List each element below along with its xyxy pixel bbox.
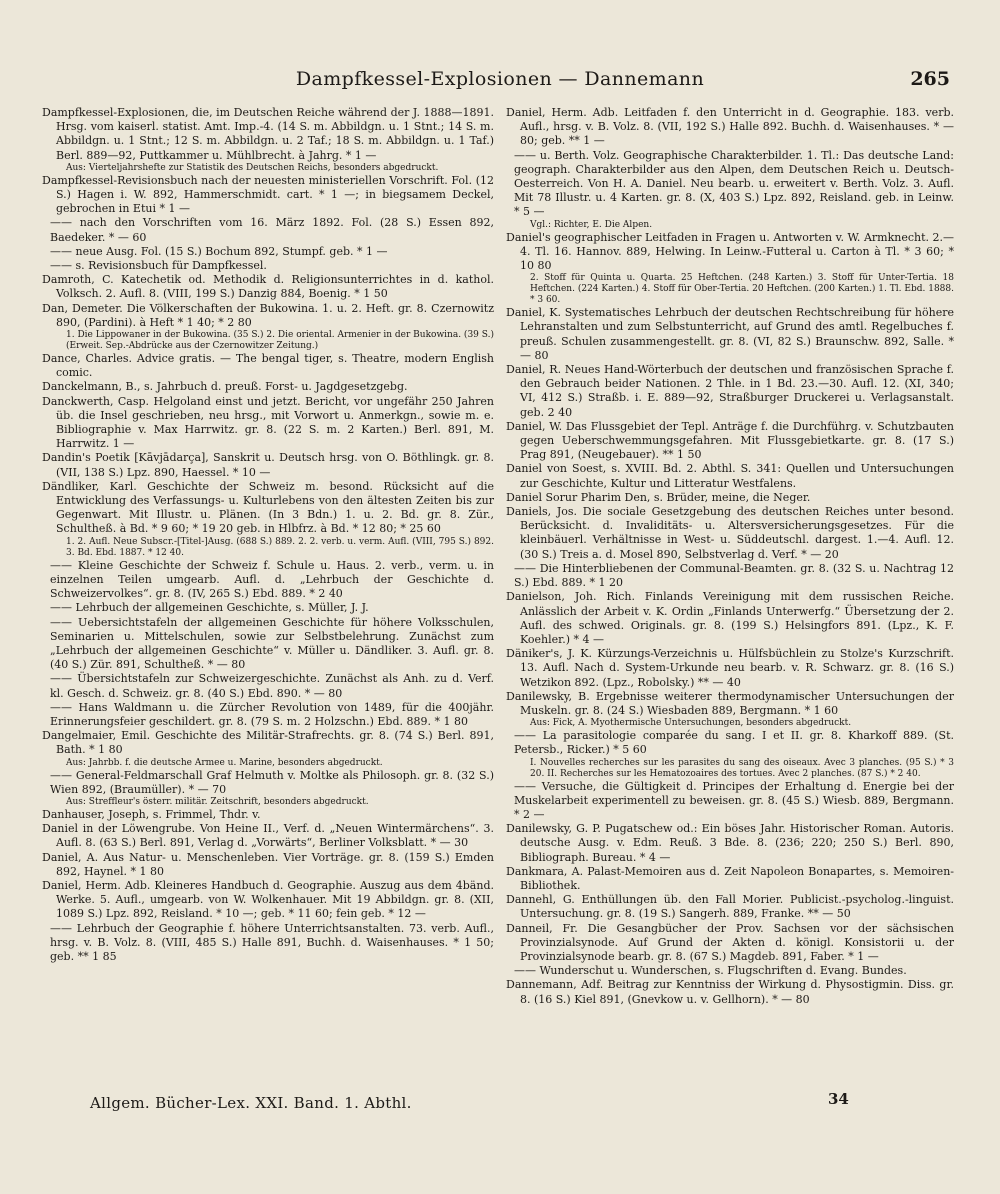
- bibliography-entry: Danilewsky, B. Ergebnisse weiterer thermodynamischer Untersuchungen der Muskeln. gr. 8. (24 S.) Wiesbaden 889, Bergmann. * 1 60: [506, 689, 954, 717]
- bibliography-entry: Daniel's geographischer Leitfaden in Fragen u. Antworten v. W. Armknecht. 2.—4. Tl. 16. Hannov. 889, Helwing. In Leinw.-Futteral u. Carton à Tl. * 3 60; * 10 80: [506, 230, 954, 273]
- bibliography-entry: Daniel, W. Das Flussgebiet der Tepl. Anträge f. die Durchführg. v. Schutzbauten gegen Ueberschwemmungsgefahren. Mit Flussgebietkarte. gr. 8. (17 S.) Prag 891, (Neugebauer). ** 1 50: [506, 419, 954, 462]
- bibliography-entry: Danneil, Fr. Die Gesangbücher der Prov. Sachsen vor der sächsischen Provinzialsynode. Auf Grund der Akten d. königl. Konsistorii u. der Provinzialsynode bearb. gr. 8. (67 S.) Magdeb. 891, Faber. * 1 —: [506, 921, 954, 963]
- right-column: [506, 106, 954, 1007]
- entry-note: 1. Die Lippowaner in der Bukowina. (35 S.) 2. Die oriental. Armenier in der Bukowina. (39 S.) (Erweit. Sep.-Abdrücke aus der Czernowitzer Zeitung.): [66, 330, 494, 352]
- bibliography-entry: —— s. Revisionsbuch für Dampfkessel.: [50, 259, 267, 273]
- bibliography-entry: Dampfkessel-Revisionsbuch nach der neuesten ministeriellen Vorschrift. Fol. (12 S.) Hagen i. W. 892, Hammerschmidt. cart. * 1 —; in biegsamem Deckel, gebrochen in Etui * 1 —: [42, 173, 494, 216]
- bibliography-entry: —— u. Berth. Volz. Geographische Charakterbilder. 1. Tl.: Das deutsche Land: geograph. Charakterbilder aus den Alpen, dem Deutschen Reich u. Deutsch-Oesterreich. Von H. A. Daniel. Neu bearb. u. erweitert v. Berth. Volz. 3. Aufl. Mit 78 Illustr. u. 4 Karten. gr. 8. (X, 403 S.) Lpz. 892, Reisland. geb. in Leinw. * 5 —: [514, 148, 954, 219]
- bibliography-entry: Daniel Sorur Pharim Den, s. Brüder, meine, die Neger.: [506, 490, 811, 504]
- bibliography-entry: Dampfkessel-Explosionen, die, im Deutschen Reiche während der J. 1888—1891. Hrsg. vom kaiserl. statist. Amt. Imp.-4. (14 S. m. Abbildgn. u. 1 Stnt.; 14 S. m. Abbildgn. u. 1 Stnt.; 12 S. m. Abbildgn. u. 2 Taf.; 18 S. m. Abbildgn. u. 1 Taf.) Berl. 889—92, Puttkammer u. Mühlbrecht. à Jahrg. * 1 —: [42, 106, 494, 162]
- entry-note: I. Nouvelles recherches sur les parasites du sang des oiseaux. Avec 3 planches. (95 S.) * 3 20. II. Recherches sur les Hematozoaires des tortues. Avec 2 planches. (87 S.) * 2 40.: [530, 757, 954, 779]
- bibliography-entry: —— Versuche, die Gültigkeit d. Principes der Erhaltung d. Energie bei der Muskelarbeit experimentell zu beweisen. gr. 8. (45 S.) Wiesb. 889, Bergmann. * 2 —: [514, 779, 954, 821]
- bibliography-entry: Dangelmaier, Emil. Geschichte des Militär-Strafrechts. gr. 8. (74 S.) Berl. 891, Bath. * 1 80: [42, 729, 494, 757]
- bibliography-entry: —— neue Ausg. Fol. (15 S.) Bochum 892, Stumpf. geb. * 1 —: [50, 244, 388, 258]
- bibliography-entry: —— Kleine Geschichte der Schweiz f. Schule u. Haus. 2. verb., verm. u. in einzelnen Teilen umgearb. Aufl. d. „Lehrbuch der Geschichte d. Schweizervolkes“. gr. 8. (IV, 265 S.) Ebd. 889. * 2 40: [50, 558, 494, 601]
- bibliography-entry: —— nach den Vorschriften vom 16. März 1892. Fol. (28 S.) Essen 892, Baedeker. * — 60: [50, 216, 494, 244]
- bibliography-entry: Danhauser, Joseph, s. Frimmel, Thdr. v.: [42, 807, 261, 821]
- footer-series: Allgem. Bücher-Lex. XXI. Band. 1. Abthl.: [90, 1094, 412, 1112]
- bibliography-entry: Dandin's Poetik [Kāvjādarça], Sanskrit u. Deutsch hrsg. von O. Böthlingk. gr. 8. (VII, 138 S.) Lpz. 890, Haessel. * 10 —: [42, 451, 494, 479]
- entry-note: Vgl.: Richter, E. Die Alpen.: [530, 219, 653, 230]
- bibliography-entry: Däniker's, J. K. Kürzungs-Verzeichnis u. Hülfsbüchlein zu Stolze's Kurzschrift. 13. Aufl. Nach d. System-Urkunde neu bearb. v. R. Schwarz. gr. 8. (16 S.) Wetzikon 892. (Lpz., Robolsky.) ** — 40: [506, 647, 954, 689]
- bibliography-entry: Dändliker, Karl. Geschichte der Schweiz m. besond. Rücksicht auf die Entwicklung des Verfassungs- u. Kulturlebens von den ältesten Zeiten bis zur Gegenwart. Mit Illustr. u. Plänen. (In 3 Bdn.) 1. u. 2. Bd. gr. 8. Zür., Schultheß. à Bd. * 9 60; * 19 20 geb. in Hlbfrz. à Bd. * 12 80; * 25 60: [42, 479, 494, 536]
- bibliography-entry: Daniel, A. Aus Natur- u. Menschenleben. Vier Vorträge. gr. 8. (159 S.) Emden 892, Haynel. * 1 80: [42, 850, 494, 878]
- bibliography-entry: Danckwerth, Casp. Helgoland einst und jetzt. Bericht, vor ungefähr 250 Jahren üb. die Insel geschrieben, neu hrsg., mit Vorwort u. Anmerkgn., sowie m. e. Bibliographie v. Max Harrwitz. gr. 8. (22 S. m. 2 Karten.) Berl. 891, M. Harrwitz. 1 —: [42, 394, 494, 451]
- bibliography-entry: Daniel von Soest, s. XVIII. Bd. 2. Abthl. S. 341: Quellen und Untersuchungen zur Geschichte, Kultur und Litteratur Westfalens.: [506, 462, 954, 490]
- bibliography-entry: —— Wunderschut u. Wunderschen, s. Flugschriften d. Evang. Bundes.: [514, 964, 907, 978]
- page-header: [40, 68, 960, 102]
- left-column: [42, 106, 494, 964]
- bibliography-entry: —— Die Hinterbliebenen der Communal-Beamten. gr. 8. (32 S. u. Nachtrag 12 S.) Ebd. 889. * 1 20: [514, 561, 954, 590]
- entry-note: Aus: Jahrbb. f. die deutsche Armee u. Marine, besonders abgedruckt.: [66, 757, 383, 768]
- entry-note: Aus: Streffleur's österr. militär. Zeitschrift, besonders abgedruckt.: [66, 796, 369, 807]
- entry-note: Aus: Vierteljahrshefte zur Statistik des Deutschen Reichs, besonders abgedruckt.: [66, 162, 439, 173]
- bibliography-entry: Danckelmann, B., s. Jahrbuch d. preuß. Forst- u. Jagdgesetzgebg.: [42, 380, 408, 394]
- bibliography-entry: —— Übersichtstafeln zur Schweizergeschichte. Zunächst als Anh. zu d. Verf. kl. Gesch. d. Schweiz. gr. 8. (40 S.) Ebd. 890. * — 80: [50, 672, 494, 700]
- bibliography-entry: Dannemann, Adf. Beitrag zur Kenntniss der Wirkung d. Physostigmin. Diss. gr. 8. (16 S.) Kiel 891, (Gnevkow u. v. Gellhorn). * — 80: [506, 978, 954, 1006]
- running-head: Dampfkessel-Explosionen — Dannemann: [295, 68, 705, 90]
- bibliography-entry: —— General-Feldmarschall Graf Helmuth v. Moltke als Philosoph. gr. 8. (32 S.) Wien 892, (Braumüller). * — 70: [50, 768, 494, 796]
- bibliography-entry: Damroth, C. Katechetik od. Methodik d. Religionsunterrichtes in d. kathol. Volksch. 2. Aufl. 8. (VIII, 199 S.) Danzig 884, Boenig. * 1 50: [42, 273, 494, 301]
- bibliography-entry: Danielson, Joh. Rich. Finlands Vereinigung mit dem russischen Reiche. Anlässlich der Arbeit v. K. Ordin „Finlands Unterwerfg.“ Übersetzung der 2. Aufl. des schwed. Originals. gr. 8. (199 S.) Helsingfors 891. (Lpz., K. F. Koehler.) * 4 —: [506, 590, 954, 646]
- page-number: 265: [910, 68, 950, 90]
- bibliography-entry: Danilewsky, G. P. Pugatschew od.: Ein böses Jahr. Historischer Roman. Autoris. deutsche Ausg. v. Edm. Reuß. 3 Bde. 8. (236; 220; 250 S.) Berl. 890, Bibliograph. Bureau. * 4 —: [506, 822, 954, 864]
- bibliography-entry: —— Lehrbuch der Geographie f. höhere Unterrichtsanstalten. 73. verb. Aufl., hrsg. v. B. Volz. 8. (VIII, 485 S.) Halle 891, Buchh. d. Waisenhauses. * 1 50; geb. ** 1 85: [50, 921, 494, 963]
- bibliography-entry: —— Hans Waldmann u. die Zürcher Revolution von 1489, für die 400jähr. Erinnerungsfeier geschildert. gr. 8. (79 S. m. 2 Holzschn.) Ebd. 889. * 1 80: [50, 700, 494, 728]
- bibliography-entry: Daniel, Herm. Adb. Leitfaden f. den Unterricht in d. Geographie. 183. verb. Aufl., hrsg. v. B. Volz. 8. (VII, 192 S.) Halle 892. Buchh. d. Waisenhauses. * — 80; geb. ** 1 —: [506, 106, 954, 148]
- signature-mark: 34: [828, 1090, 849, 1108]
- bibliography-entry: Dannehl, G. Enthüllungen üb. den Fall Morier. Publicist.-psycholog.-linguist. Untersuchung. gr. 8. (19 S.) Sangerh. 889, Franke. ** — 50: [506, 893, 954, 921]
- bibliography-entry: Dan, Demeter. Die Völkerschaften der Bukowina. 1. u. 2. Heft. gr. 8. Czernowitz 890, (Pardini). à Heft * 1 40; * 2 80: [42, 301, 494, 329]
- bibliography-entry: Daniel, Herm. Adb. Kleineres Handbuch d. Geographie. Auszug aus dem 4bänd. Werke. 5. Aufl., umgearb. von W. Wolkenhauer. Mit 19 Abbildgn. gr. 8. (XII, 1089 S.) Lpz. 892, Reisland. * 10 —; geb. * 11 60; fein geb. * 12 —: [42, 878, 494, 921]
- bibliography-entry: Daniel, K. Systematisches Lehrbuch der deutschen Rechtschreibung für höhere Lehranstalten und zum Selbstunterricht, auf Grund des amtl. Regelbuches f. preuß. Schulen zusammengestellt. gr. 8. (VI, 82 S.) Braunschw. 892, Salle. * — 80: [506, 306, 954, 362]
- bibliography-entry: Dance, Charles. Advice gratis. — The bengal tiger, s. Theatre, modern English comic.: [42, 352, 494, 380]
- entry-note: 2. Stoff für Quinta u. Quarta. 25 Heftchen. (248 Karten.) 3. Stoff für Unter-Tertia. 18 Heftchen. (224 Karten.) 4. Stoff für Ober-Tertia. 20 Heftchen. (200 Karten.) 1. Tl. Ebd. 1888. * 3 60.: [530, 273, 954, 306]
- bibliography-entry: Daniel, R. Neues Hand-Wörterbuch der deutschen und französischen Sprache f. den Gebrauch beider Nationen. 2 Thle. in 1 Bd. 23.—30. Aufl. 12. (XI, 340; VI, 412 S.) Straßb. i. E. 889—92, Straßburger Druckerei u. Verlagsanstalt. geb. 2 40: [506, 363, 954, 419]
- bibliography-entry: Daniels, Jos. Die sociale Gesetzgebung des deutschen Reiches unter besond. Berücksicht. d. Invaliditäts- u. Altersversicherungsgesetzes. Für die kleinbäuerl. Verhältnisse in West- u. Süddeutschl. dargest. 1.—4. Aufl. 12. (30 S.) Treis a. d. Mosel 890, Selbstverlag d. Verf. * — 20: [506, 505, 954, 561]
- entry-note: Aus: Fick, A. Myothermische Untersuchungen, besonders abgedruckt.: [530, 718, 852, 729]
- bibliography-entry: —— Lehrbuch der allgemeinen Geschichte, s. Müller, J. J.: [50, 601, 369, 615]
- bibliography-entry: Daniel in der Löwengrube. Von Heine II., Verf. d. „Neuen Wintermärchens“. 3. Aufl. 8. (63 S.) Berl. 891, Verlag d. „Vorwärts“, Berliner Volksblatt. * — 30: [42, 822, 494, 850]
- bibliography-entry: —— Uebersichtstafeln der allgemeinen Geschichte für höhere Volksschulen, Seminarien u. Mittelschulen, sowie zur Selbstbelehrung. Zunächst zum „Lehrbuch der allgemeinen Geschichte“ v. Müller u. Dändliker. 3. Aufl. gr. 8. (40 S.) Zür. 891, Schultheß. * — 80: [50, 615, 494, 672]
- bibliography-entry: Dankmara, A. Palast-Memoiren aus d. Zeit Napoleon Bonapartes, s. Memoiren-Bibliothek.: [506, 864, 954, 892]
- bibliography-entry: —— La parasitologie comparée du sang. I et II. gr. 8. Kharkoff 889. (St. Petersb., Ricker.) * 5 60: [514, 729, 954, 757]
- entry-note: 1. 2. Aufl. Neue Subscr.-[Titel-]Ausg. (688 S.) 889. 2. 2. verb. u. verm. Aufl. (VIII, 795 S.) 892. 3. Bd. Ebd. 1887. * 12 40.: [66, 536, 494, 558]
